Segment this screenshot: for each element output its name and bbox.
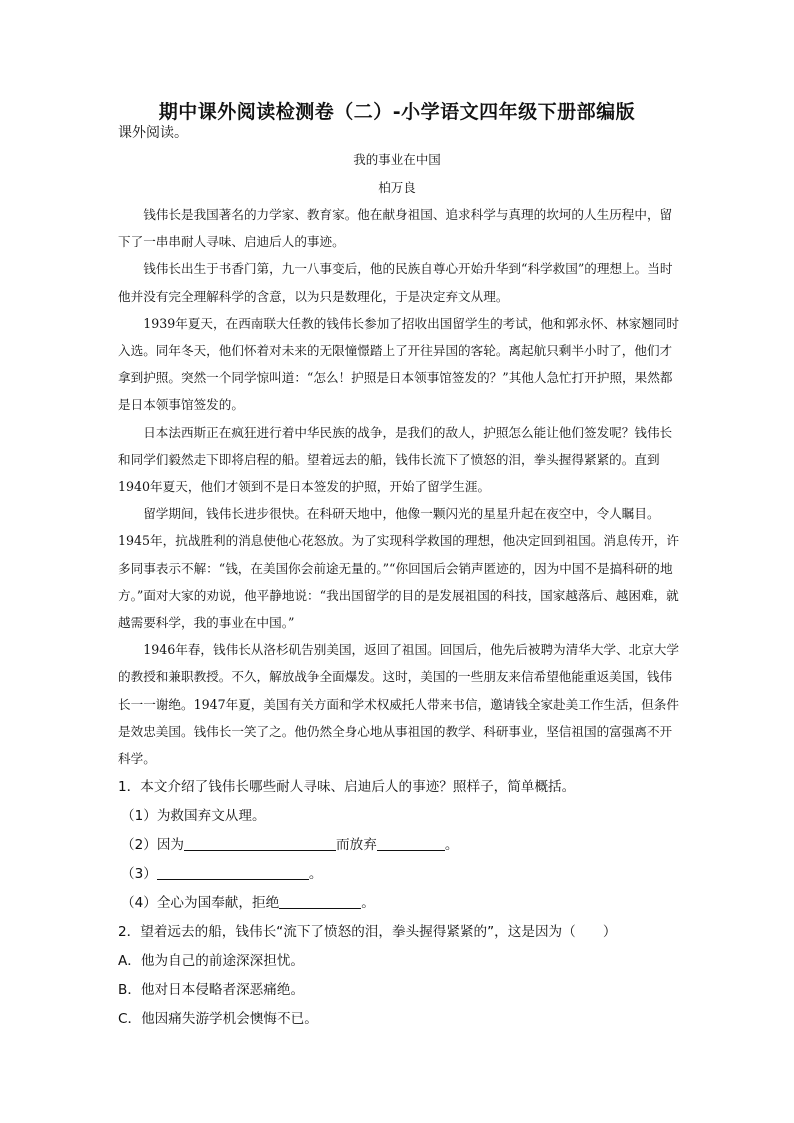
question-2-option-c: C．他因痛失游学机会懊悔不已。: [118, 1011, 318, 1027]
item-3-text-a: （3）: [121, 866, 157, 882]
answer-blank[interactable]: [377, 834, 445, 851]
question-2-option-a: A．他为自己的前途深深担忧。: [118, 953, 305, 969]
article-paragraph: 1939年夏天，在西南联大任教的钱伟长参加了招收出国留学生的考试，他和郭永怀、林家翘同时入选。同年冬天，他们怀着对未来的无限憧憬踏上了开往异国的客轮。离起航只剩半小时了，他们才拿到护照。突然一个同学惊叫道：“怎么！护照是日本领事馆签发的？”其他人急忙打开护照，果然都是日本领事馆签发的。: [118, 315, 679, 413]
article-paragraph: 日本法西斯正在疯狂进行着中华民族的战争，是我们的敌人，护照怎么能让他们签发呢？钱伟长和同学们毅然走下即将启程的船。望着远去的船，钱伟长流下了愤怒的泪，拳头握得紧紧的。直到1940年夏天，他们才领到不是日本签发的护照，开始了留学生涯。: [118, 424, 673, 495]
questions-section: [118, 773, 684, 1034]
article-paragraph: 钱伟长出生于书香门第，九一八事变后，他的民族自尊心开始升华到“科学救国”的理想上。当时他并没有完全理解科学的含意，以为只是数理化，于是决定弃文从理。: [118, 261, 673, 304]
question-1-item-4: [118, 889, 684, 918]
item-4-text-b: 。: [361, 895, 375, 911]
section-lead: 课外阅读。: [118, 125, 188, 141]
question-1-prompt: 1．本文介绍了钱伟长哪些耐人寻味、启迪后人的事迹？照样子，简单概括。: [118, 779, 576, 795]
article-paragraph: 1946年春，钱伟长从洛杉矶告别美国，返回了祖国。回国后，他先后被聘为清华大学、北京大学的教授和兼职教授。不久，解放战争全面爆发。这时，美国的一些朋友来信希望他能重返美国，钱伟长一一谢绝。1947年夏，美国有关方面和学术权威托人带来书信，邀请钱全家赴美工作生活，但条件是效忠美国。钱伟长一笑了之。他仍然全身心地从事祖国的教学、科研事业，坚信祖国的富强离不开科学。: [118, 642, 679, 767]
item-2-text-c: 。: [444, 837, 459, 853]
question-2-prompt: 2．望着远去的船，钱伟长“流下了愤怒的泪，拳头握得紧紧的”，这是因为（ ）: [118, 924, 617, 940]
article-title: 我的事业在中国: [353, 152, 441, 167]
article-author: 柏万良: [378, 180, 416, 195]
item-4-text-a: （4）全心为国奉献，拒绝: [121, 895, 280, 911]
question-2-option-b: B．他对日本侵略者深恶痛绝。: [118, 982, 305, 998]
answer-blank[interactable]: [279, 892, 361, 909]
item-2-text-b: 而放弃: [336, 837, 377, 853]
article-body: [118, 201, 684, 772]
question-1-item-3: [118, 860, 684, 889]
item-3-text-b: 。: [308, 866, 323, 882]
article-paragraph: 留学期间，钱伟长进步很快。在科研天地中，他像一颗闪光的星星升起在夜空中，令人瞩目。1945年，抗战胜利的消息使他心花怒放。为了实现科学救国的理想，他决定回到祖国。消息传开，许多同事表示不解：“钱，在美国你会前途无量的。”“你回国后会销声匿迹的，因为中国不是搞科研的地方。”面对大家的劝说，他平静地说：“我出国留学的目的是发展祖国的科技，国家越落后、越困难，就越需要科学，我的事业在中国。”: [118, 506, 679, 631]
question-1-item-1: （1）为救国弃文从理。: [121, 808, 266, 824]
article-paragraph: 钱伟长是我国著名的力学家、教育家。他在献身祖国、追求科学与真理的坎坷的人生历程中，留下了一串串耐人寻味、启迪后人的事迹。: [118, 207, 673, 250]
document-title: 期中课外阅读检测卷（二）-小学语文四年级下册部编版: [158, 101, 636, 123]
question-1-item-2: [118, 831, 684, 860]
answer-blank[interactable]: [157, 863, 309, 880]
answer-blank[interactable]: [184, 834, 336, 851]
item-2-text-a: （2）因为: [121, 837, 185, 853]
